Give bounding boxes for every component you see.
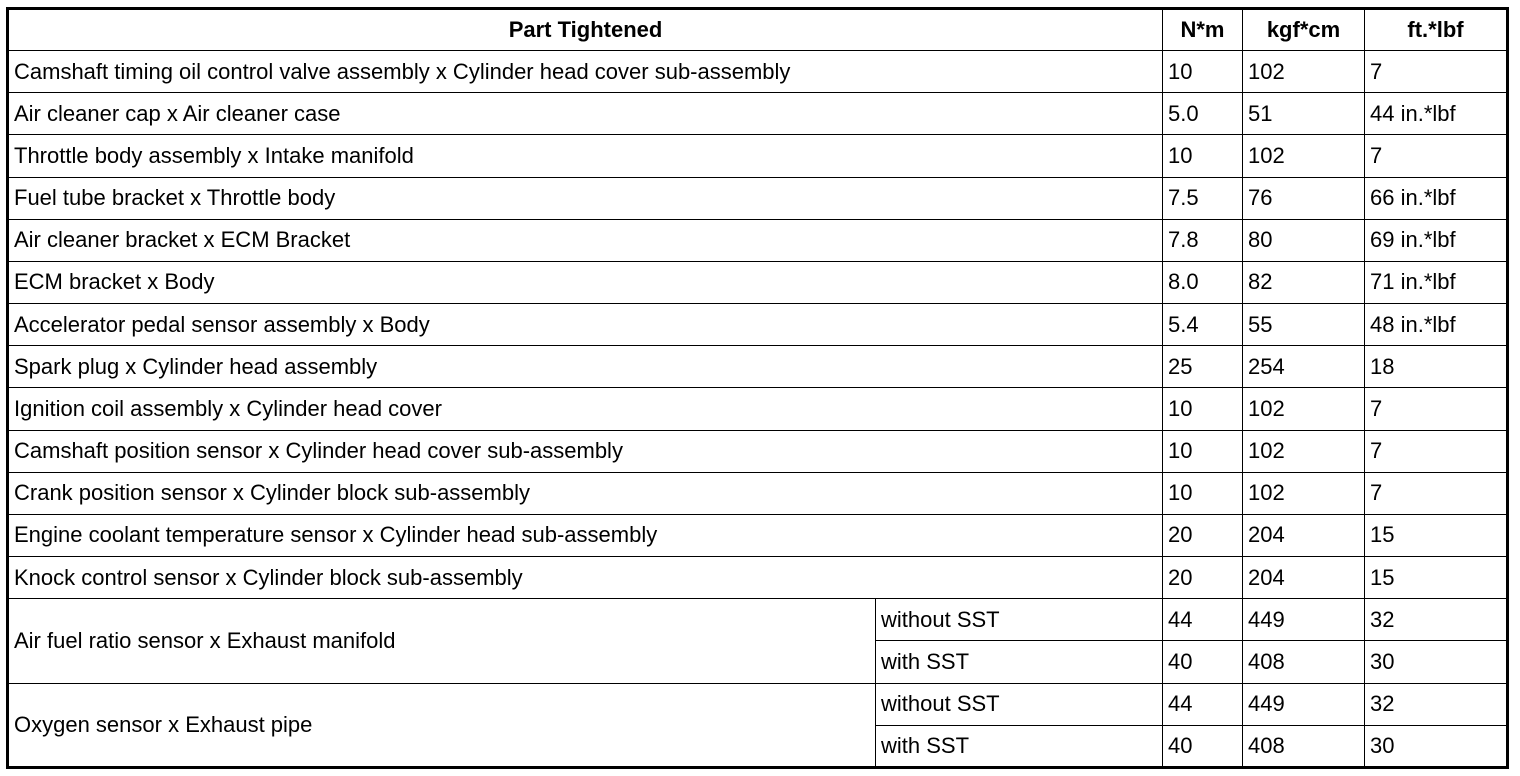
table-row — [8, 472, 1508, 514]
condition-cell: with SST — [876, 725, 1163, 767]
nm-cell: 10 — [1163, 472, 1243, 514]
ftlbf-cell: 71 in.*lbf — [1365, 261, 1508, 303]
ftlbf-cell: 15 — [1365, 557, 1508, 599]
ftlbf-cell: 18 — [1365, 346, 1508, 388]
table-row — [8, 430, 1508, 472]
kgfcm-cell: 408 — [1243, 725, 1365, 767]
part-cell: Ignition coil assembly x Cylinder head cover — [8, 388, 1163, 430]
ftlbf-cell: 32 — [1365, 683, 1508, 725]
table-row — [8, 177, 1508, 219]
kgfcm-cell: 80 — [1243, 219, 1365, 261]
nm-cell: 25 — [1163, 346, 1243, 388]
kgfcm-cell: 51 — [1243, 93, 1365, 135]
nm-cell: 7.8 — [1163, 219, 1243, 261]
nm-cell: 5.4 — [1163, 304, 1243, 346]
kgfcm-cell: 449 — [1243, 683, 1365, 725]
table-row — [8, 219, 1508, 261]
table-row — [8, 346, 1508, 388]
ftlbf-cell: 32 — [1365, 599, 1508, 641]
part-cell-group: Oxygen sensor x Exhaust pipe — [8, 683, 876, 767]
part-cell: Spark plug x Cylinder head assembly — [8, 346, 1163, 388]
nm-cell: 7.5 — [1163, 177, 1243, 219]
ftlbf-cell: 7 — [1365, 388, 1508, 430]
table-row — [8, 261, 1508, 303]
nm-cell: 5.0 — [1163, 93, 1243, 135]
nm-cell: 10 — [1163, 51, 1243, 93]
ftlbf-cell: 7 — [1365, 472, 1508, 514]
part-cell: Air cleaner cap x Air cleaner case — [8, 93, 1163, 135]
table-row — [8, 514, 1508, 556]
kgfcm-cell: 254 — [1243, 346, 1365, 388]
table-row — [8, 51, 1508, 93]
ftlbf-cell: 15 — [1365, 514, 1508, 556]
header-row — [8, 9, 1508, 51]
ftlbf-cell: 44 in.*lbf — [1365, 93, 1508, 135]
ftlbf-cell: 30 — [1365, 725, 1508, 767]
kgfcm-cell: 55 — [1243, 304, 1365, 346]
kgfcm-cell: 102 — [1243, 388, 1365, 430]
part-cell: Engine coolant temperature sensor x Cylinder head sub-assembly — [8, 514, 1163, 556]
ftlbf-cell: 30 — [1365, 641, 1508, 683]
part-cell-group: Air fuel ratio sensor x Exhaust manifold — [8, 599, 876, 683]
part-cell: Knock control sensor x Cylinder block sub-assembly — [8, 557, 1163, 599]
kgfcm-cell: 102 — [1243, 135, 1365, 177]
ftlbf-cell: 7 — [1365, 51, 1508, 93]
table-row — [8, 388, 1508, 430]
table-row — [8, 683, 1508, 725]
kgfcm-cell: 449 — [1243, 599, 1365, 641]
part-cell: Fuel tube bracket x Throttle body — [8, 177, 1163, 219]
nm-cell: 10 — [1163, 430, 1243, 472]
kgfcm-cell: 102 — [1243, 430, 1365, 472]
nm-cell: 20 — [1163, 514, 1243, 556]
nm-cell: 10 — [1163, 388, 1243, 430]
kgfcm-cell: 204 — [1243, 514, 1365, 556]
nm-cell: 20 — [1163, 557, 1243, 599]
nm-cell: 8.0 — [1163, 261, 1243, 303]
part-cell: Throttle body assembly x Intake manifold — [8, 135, 1163, 177]
ftlbf-cell: 7 — [1365, 135, 1508, 177]
part-cell: Crank position sensor x Cylinder block sub-assembly — [8, 472, 1163, 514]
condition-cell: without SST — [876, 683, 1163, 725]
nm-cell: 10 — [1163, 135, 1243, 177]
header-part-tightened: Part Tightened — [8, 9, 1163, 51]
kgfcm-cell: 82 — [1243, 261, 1365, 303]
kgfcm-cell: 204 — [1243, 557, 1365, 599]
table-row — [8, 557, 1508, 599]
header-kgfcm: kgf*cm — [1243, 9, 1365, 51]
nm-cell: 40 — [1163, 641, 1243, 683]
ftlbf-cell: 69 in.*lbf — [1365, 219, 1508, 261]
header-nm: N*m — [1163, 9, 1243, 51]
table-row — [8, 135, 1508, 177]
table-row — [8, 304, 1508, 346]
ftlbf-cell: 66 in.*lbf — [1365, 177, 1508, 219]
nm-cell: 44 — [1163, 599, 1243, 641]
kgfcm-cell: 76 — [1243, 177, 1365, 219]
table-row — [8, 599, 1508, 641]
header-ftlbf: ft.*lbf — [1365, 9, 1508, 51]
nm-cell: 44 — [1163, 683, 1243, 725]
ftlbf-cell: 48 in.*lbf — [1365, 304, 1508, 346]
part-cell: ECM bracket x Body — [8, 261, 1163, 303]
kgfcm-cell: 102 — [1243, 472, 1365, 514]
condition-cell: without SST — [876, 599, 1163, 641]
kgfcm-cell: 408 — [1243, 641, 1365, 683]
torque-spec-table — [6, 7, 1509, 769]
condition-cell: with SST — [876, 641, 1163, 683]
part-cell: Accelerator pedal sensor assembly x Body — [8, 304, 1163, 346]
nm-cell: 40 — [1163, 725, 1243, 767]
ftlbf-cell: 7 — [1365, 430, 1508, 472]
kgfcm-cell: 102 — [1243, 51, 1365, 93]
table-row — [8, 93, 1508, 135]
part-cell: Air cleaner bracket x ECM Bracket — [8, 219, 1163, 261]
part-cell: Camshaft position sensor x Cylinder head cover sub-assembly — [8, 430, 1163, 472]
part-cell: Camshaft timing oil control valve assembly x Cylinder head cover sub-assembly — [8, 51, 1163, 93]
